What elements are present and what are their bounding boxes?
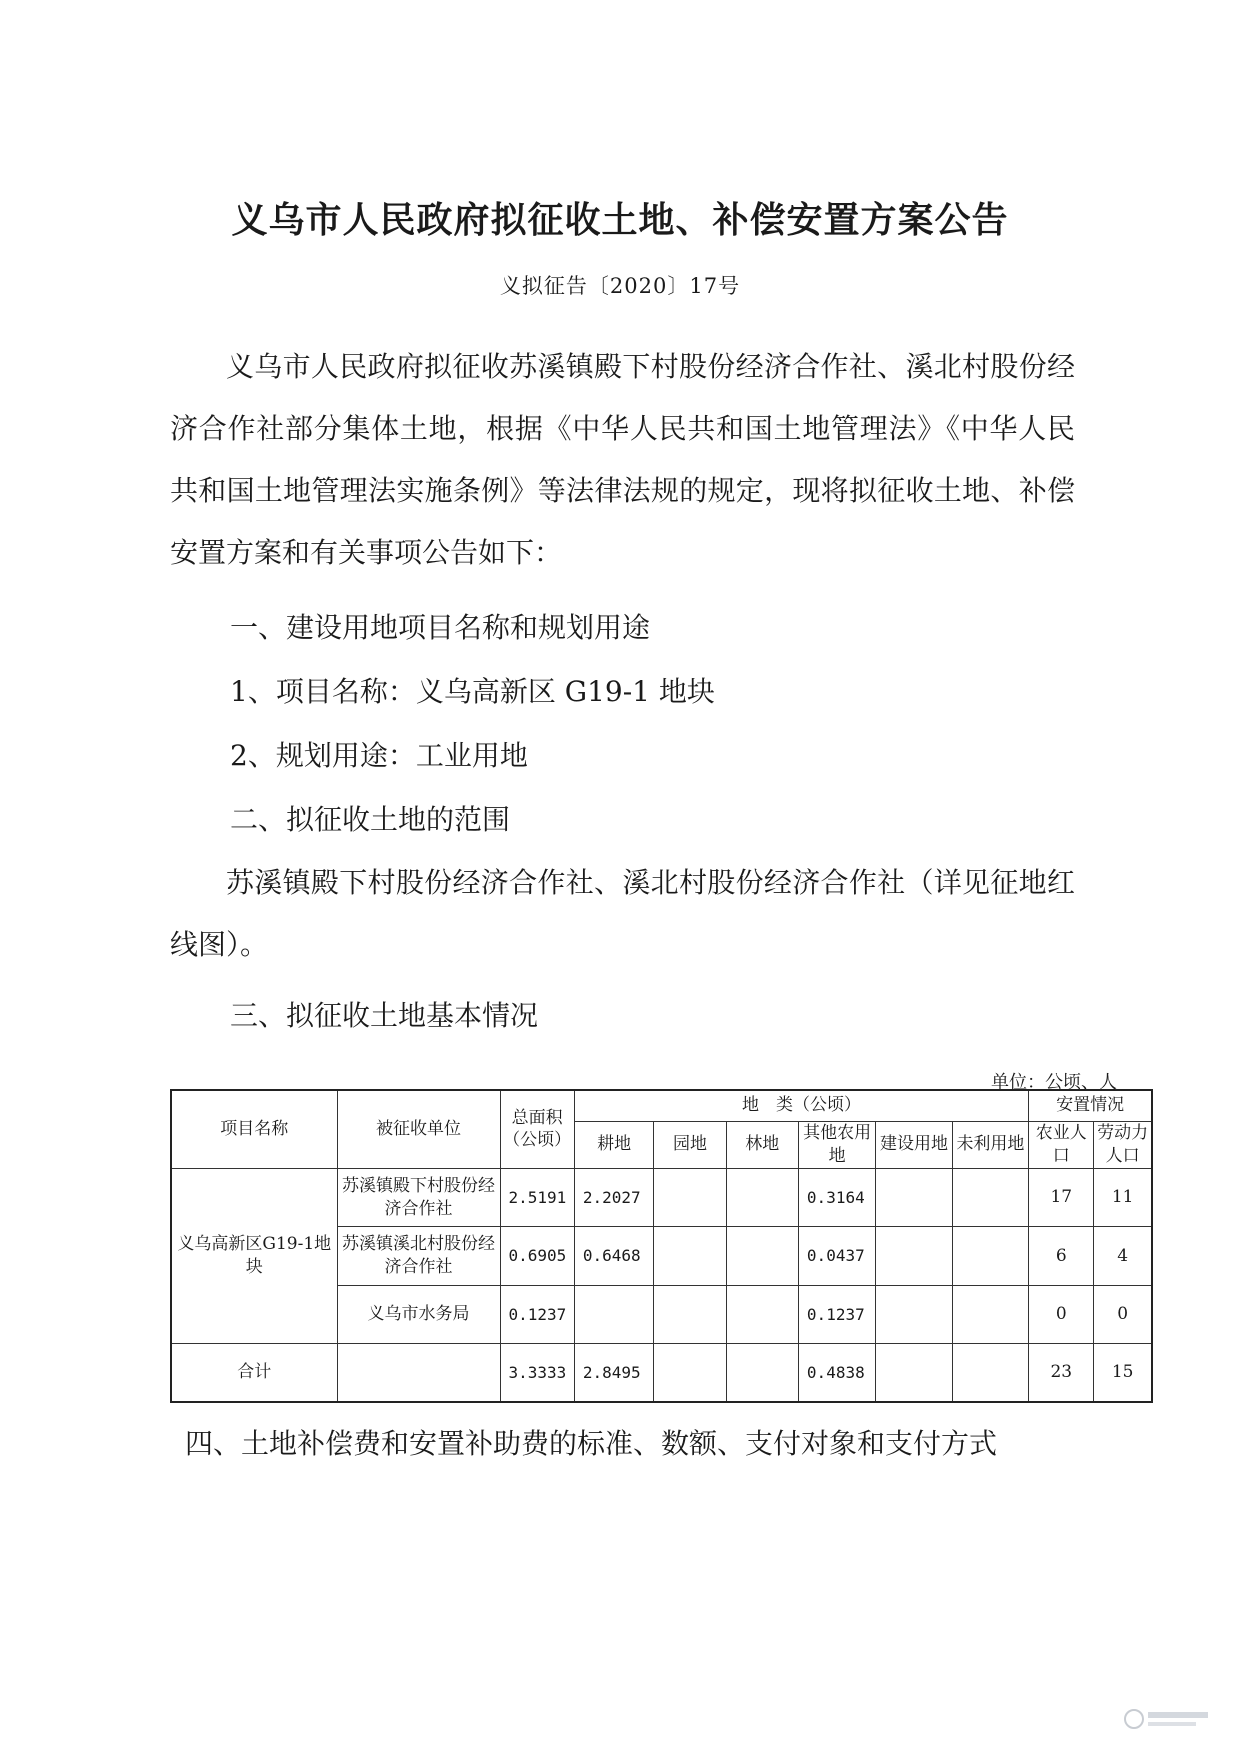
row-cultivated: 0.6468: [574, 1227, 653, 1285]
header-forest: 林地: [726, 1121, 798, 1168]
section3-heading: 三、拟征收土地基本情况: [230, 999, 539, 1032]
section2-body: 苏溪镇殿下村股份经济合作社、溪北村股份经济合作社（详见征地红线图）。: [170, 866, 1075, 961]
header-cultivated: 耕地: [574, 1121, 653, 1168]
total-labor-pop: 15: [1094, 1344, 1152, 1402]
header-resettlement: 安置情况: [1029, 1090, 1152, 1121]
header-construction: 建设用地: [876, 1121, 952, 1168]
total-construction: [876, 1344, 952, 1402]
row-agri-pop: 6: [1029, 1227, 1094, 1285]
row-garden: [654, 1285, 726, 1343]
row-construction: [876, 1285, 952, 1343]
total-unused: [952, 1344, 1028, 1402]
header-unit: 被征收单位: [337, 1090, 500, 1168]
project-name-cell: 义乌高新区G19-1地块: [171, 1168, 337, 1343]
table-total-row: [171, 1344, 1152, 1402]
section4-heading: 四、土地补偿费和安置补助费的标准、数额、支付对象和支付方式: [185, 1427, 998, 1460]
row-forest: [726, 1227, 798, 1285]
row-unit: 义乌市水务局: [337, 1285, 500, 1343]
row-agri-pop: 17: [1029, 1168, 1094, 1226]
header-unused: 未利用地: [952, 1121, 1028, 1168]
total-garden: [654, 1344, 726, 1402]
total-cultivated: 2.8495: [574, 1344, 653, 1402]
row-total: 0.1237: [500, 1285, 574, 1343]
table-header-row-1: [171, 1090, 1152, 1121]
project-name-line: 1、项目名称：义乌高新区 G19-1 地块: [230, 675, 715, 708]
row-labor-pop: 11: [1094, 1168, 1152, 1226]
planned-use-line: 2、规划用途：工业用地: [230, 739, 528, 772]
header-garden: 园地: [654, 1121, 726, 1168]
row-other-agri: 0.3164: [798, 1168, 875, 1226]
row-cultivated: [574, 1285, 653, 1343]
section1-heading: 一、建设用地项目名称和规划用途: [230, 611, 651, 644]
row-labor-pop: 4: [1094, 1227, 1152, 1285]
document-number: 义拟征告〔2020〕17号: [499, 274, 741, 298]
total-label: 合计: [171, 1344, 337, 1402]
header-agri-pop: 农业人口: [1029, 1121, 1094, 1168]
table-unit-note: 单位：公顷、人: [991, 1072, 1117, 1093]
total-area: 3.3333: [500, 1344, 574, 1402]
row-other-agri: 0.1237: [798, 1285, 875, 1343]
total-other-agri: 0.4838: [798, 1344, 875, 1402]
row-unused: [952, 1285, 1028, 1343]
row-construction: [876, 1168, 952, 1226]
row-agri-pop: 0: [1029, 1285, 1094, 1343]
total-unit: [337, 1344, 500, 1402]
table-row: [171, 1168, 1152, 1226]
total-agri-pop: 23: [1029, 1344, 1094, 1402]
header-labor-pop: 劳动力人口: [1094, 1121, 1152, 1168]
row-unit: 苏溪镇溪北村股份经济合作社: [337, 1227, 500, 1285]
row-construction: [876, 1227, 952, 1285]
row-total: 2.5191: [500, 1168, 574, 1226]
header-project: 项目名称: [171, 1090, 337, 1168]
header-other-agri: 其他农用地: [798, 1121, 875, 1168]
watermark-logo-icon: [1122, 1702, 1214, 1736]
row-garden: [654, 1227, 726, 1285]
intro-paragraph: 义乌市人民政府拟征收苏溪镇殿下村股份经济合作社、溪北村股份经济合作社部分集体土地，根据《中华人民共和国土地管理法》《中华人民共和国土地管理法实施条例》等法律法规的规定，现将拟征收土地、补偿安置方案和有关事项公告如下：: [170, 350, 1075, 569]
row-other-agri: 0.0437: [798, 1227, 875, 1285]
header-total-area: 总面积（公顷）: [500, 1090, 574, 1168]
row-labor-pop: 0: [1094, 1285, 1152, 1343]
page-title: 义乌市人民政府拟征收土地、补偿安置方案公告: [231, 200, 1009, 241]
section2-heading: 二、拟征收土地的范围: [230, 803, 511, 836]
land-info-table: [170, 1089, 1153, 1403]
row-unused: [952, 1227, 1028, 1285]
row-cultivated: 2.2027: [574, 1168, 653, 1226]
row-unused: [952, 1168, 1028, 1226]
row-total: 0.6905: [500, 1227, 574, 1285]
total-forest: [726, 1344, 798, 1402]
row-unit: 苏溪镇殿下村股份经济合作社: [337, 1168, 500, 1226]
row-forest: [726, 1285, 798, 1343]
row-garden: [654, 1168, 726, 1226]
row-forest: [726, 1168, 798, 1226]
header-land-type: 地 类（公顷）: [574, 1090, 1028, 1121]
